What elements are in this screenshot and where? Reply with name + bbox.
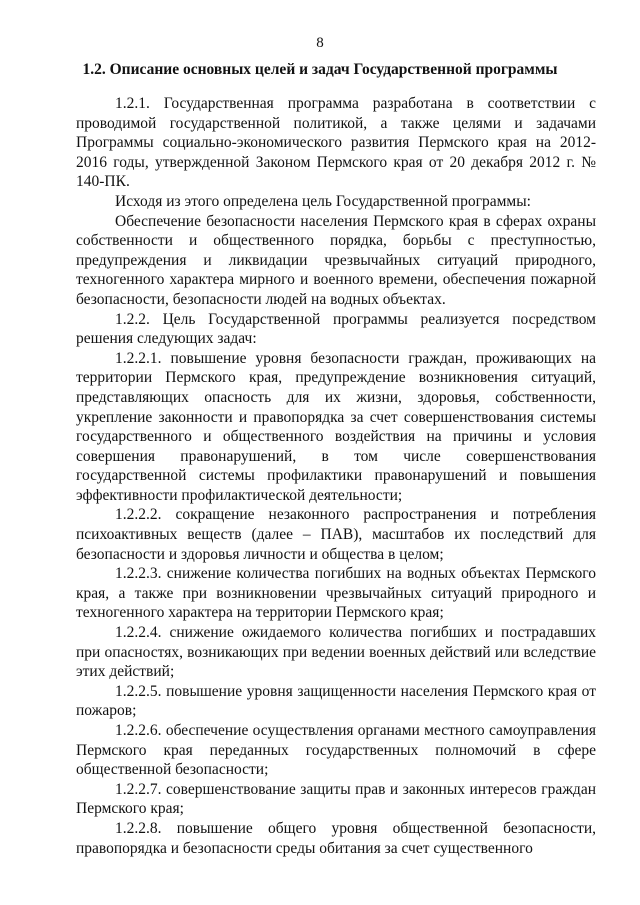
paragraph-goal: Обеспечение безопасности населения Пермского края в сферах охраны собственности и общественного порядка, борьбы с преступностью, предупреждения и ликвидации чрезвычайных ситуаций природного, техногенного характера мирного и военного времени, обеспечения пожарной безопасности, безопасности людей на водных объектах. <box>76 212 596 308</box>
paragraph-1-2-1: 1.2.1. Государственная программа разработана в соответствии с проводимой государственной политикой, а также целями и задачами Программы социально-экономического развития Пермского края на 2012-2016 годы, утвержденной Законом Пермского края от 20 декабря 2012 г. № 140-ПК. <box>76 95 596 191</box>
document-body <box>76 94 596 858</box>
page-number: 8 <box>316 35 324 51</box>
paragraph-1-2-2-5: 1.2.2.5. повышение уровня защищенности населения Пермского края от пожаров; <box>76 682 596 720</box>
paragraph-1-2-2-6: 1.2.2.6. обеспечение осуществления органами местного самоуправления Пермского края переданных государственных полномочий в сфере общественной безопасности; <box>76 722 596 779</box>
paragraph-goal-intro: Исходя из этого определена цель Государственной программы: <box>115 192 531 210</box>
paragraph-1-2-2-1: 1.2.2.1. повышение уровня безопасности граждан, проживающих на территории Пермского края, предупреждение возникновения ситуаций, представляющих опасность для их жизни, здоровья, собственности, укрепление законности и правопорядка за счет совершенствования системы государственного и общественного воздействия на причины и условия совершения правонарушений, в том числе совершенствования государственной системы профилактики правонарушений и повышения эффективности профилактической деятельности; <box>76 349 596 504</box>
section-heading: 1.2. Описание основных целей и задач Государственной программы <box>82 61 558 78</box>
paragraph-1-2-2-8: 1.2.2.8. повышение общего уровня общественной безопасности, правопорядка и безопасности среды обитания за счет существенного <box>76 819 596 857</box>
paragraph-1-2-2-7: 1.2.2.7. совершенствование защиты прав и законных интересов граждан Пермского края; <box>76 780 596 818</box>
paragraph-1-2-2-4: 1.2.2.4. снижение ожидаемого количества погибших и пострадавших при опасностях, возникающих при ведении военных действий или вследствие этих действий; <box>76 624 596 681</box>
paragraph-1-2-2-3: 1.2.2.3. снижение количества погибших на водных объектах Пермского края, а также при возникновении чрезвычайных ситуаций природного и техногенного характера на территории Пермского края; <box>76 565 596 622</box>
paragraph-1-2-2-2: 1.2.2.2. сокращение незаконного распространения и потребления психоактивных веществ (далее – ПАВ), масштабов их последствий для безопасности и здоровья личности и общества в целом; <box>76 506 596 563</box>
paragraph-1-2-2: 1.2.2. Цель Государственной программы реализуется посредством решения следующих задач: <box>76 310 596 348</box>
